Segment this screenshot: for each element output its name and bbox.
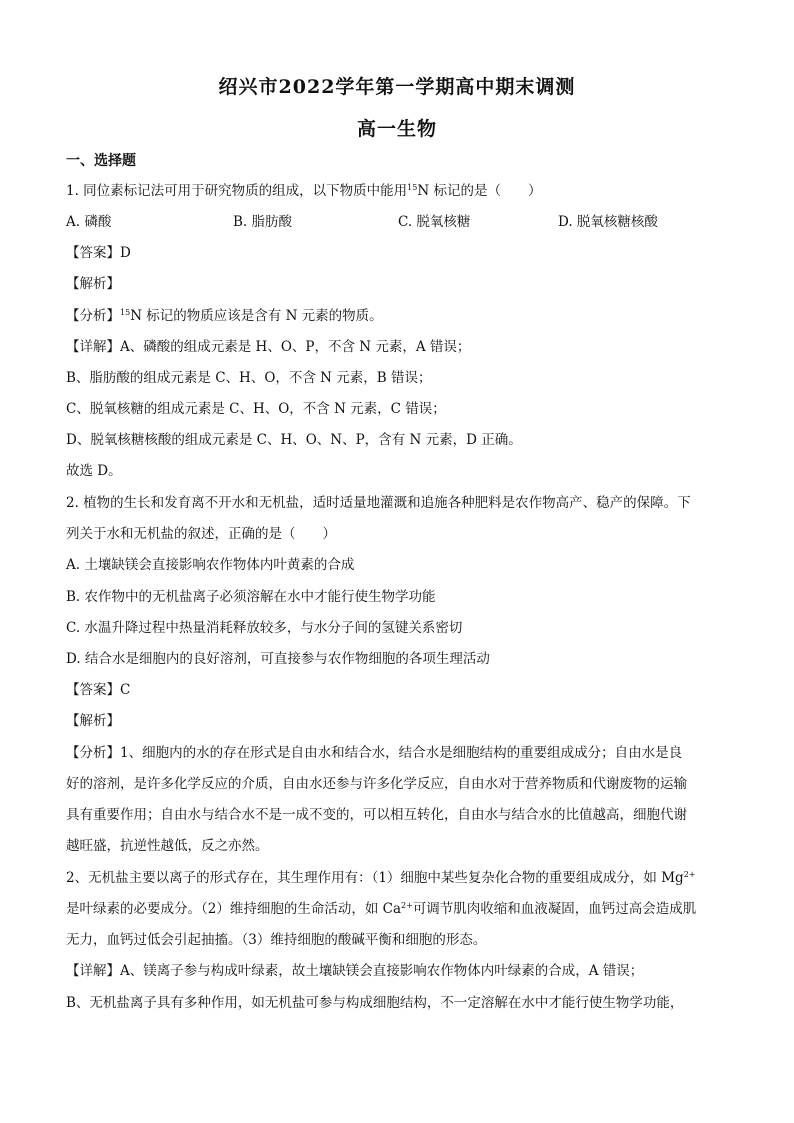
section-title: 一、选择题 bbox=[66, 153, 136, 169]
q2-fenxi-line: 好的溶剂，是许多化学反应的介质，自由水还参与许多化学反应，自由水对于营养物质和代谢废物的运输 bbox=[66, 776, 687, 792]
q1-xiangjie-line: B、脂肪酸的组成元素是 C、H、O，不含 N 元素，B 错误； bbox=[66, 370, 432, 386]
q2-salt-line: 2、无机盐主要以离子的形式存在，其生理作用有：（1）细胞中某些复杂化合物的重要组成成分，如 $Mg^{2+}$ bbox=[66, 870, 696, 886]
q2-salt-line: 无力，血钙过低会引起抽搐。（3）维持细胞的酸碱平衡和细胞的形态。 bbox=[66, 932, 487, 948]
q2-xiangjie-line: B、无机盐离子具有多种作用，如无机盐可参与构成细胞结构，不一定溶解在水中才能行使生物学功能， bbox=[66, 995, 684, 1011]
q2-option-d: D. 结合水是细胞内的良好溶剂，可直接参与农作物细胞的各项生理活动 bbox=[66, 651, 490, 667]
q1-fenxi: 【分析】$^{15}$N 标记的物质应该是含有 N 元素的物质。 bbox=[66, 308, 383, 324]
q1-answer: 【答案】D bbox=[66, 245, 131, 261]
q1-stem: 1. 同位素标记法可用于研究物质的组成，以下物质中能用$^{15}$N 标记的是（ ） bbox=[66, 183, 542, 199]
q2-answer: 【答案】C bbox=[66, 682, 131, 698]
q1-analysis-label: 【解析】 bbox=[66, 276, 120, 292]
q2-salt-line: 是叶绿素的必要成分。（2）维持细胞的生命活动，如 $Ca^{2+}$可调节肌肉收缩和血液凝固，血钙过高会造成肌 bbox=[66, 901, 697, 917]
q1-option-c: C. 脱氧核糖 bbox=[398, 214, 471, 230]
q2-option-a: A. 土壤缺镁会直接影响农作物体内叶黄素的合成 bbox=[66, 557, 355, 573]
q2-fenxi-line: 具有重要作用；自由水与结合水不是一成不变的，可以相互转化，自由水与结合水的比值越高，细胞代谢 bbox=[66, 807, 687, 823]
q1-option-d: D. 脱氧核糖核酸 bbox=[558, 214, 658, 230]
q2-fenxi-line: 【分析】1、细胞内的水的存在形式是自由水和结合水，结合水是细胞结构的重要组成成分；自由水是良 bbox=[66, 745, 683, 761]
page-subtitle: 高一生物 bbox=[356, 118, 437, 140]
q1-option-a: A. 磷酸 bbox=[66, 214, 112, 230]
q1-conclusion: 故选 D。 bbox=[66, 463, 122, 479]
q2-analysis-label: 【解析】 bbox=[66, 713, 120, 729]
q1-option-b: B. 脂肪酸 bbox=[233, 214, 293, 230]
q2-option-b: B. 农作物中的无机盐离子必须溶解在水中才能行使生物学功能 bbox=[66, 589, 436, 605]
q1-xiangjie-line: 【详解】A、磷酸的组成元素是 H、O、P，不含 N 元素，A 错误； bbox=[66, 339, 471, 355]
page-title: 绍兴市2022学年第一学期高中期末调测 bbox=[218, 76, 576, 98]
q1-xiangjie-line: C、脱氧核糖的组成元素是 C、H、O，不含 N 元素，C 错误； bbox=[66, 401, 446, 417]
q2-stem-line: 列关于水和无机盐的叙述，正确的是（ ） bbox=[66, 526, 336, 542]
q2-option-c: C. 水温升降过程中热量消耗释放较多，与水分子间的氢键关系密切 bbox=[66, 620, 463, 636]
q2-xiangjie-line: 【详解】A、镁离子参与构成叶绿素，故土壤缺镁会直接影响农作物体内叶绿素的合成，A 错误； bbox=[66, 963, 644, 979]
q1-xiangjie-line: D、脱氧核糖核酸的组成元素是 C、H、O、N、P，含有 N 元素，D 正确。 bbox=[66, 432, 522, 448]
q2-stem-line: 2. 植物的生长和发育离不开水和无机盐，适时适量地灌溉和追施各种肥料是农作物高产、稳产的保障。下 bbox=[66, 495, 691, 511]
q2-fenxi-line: 越旺盛，抗逆性越低，反之亦然。 bbox=[66, 838, 269, 854]
